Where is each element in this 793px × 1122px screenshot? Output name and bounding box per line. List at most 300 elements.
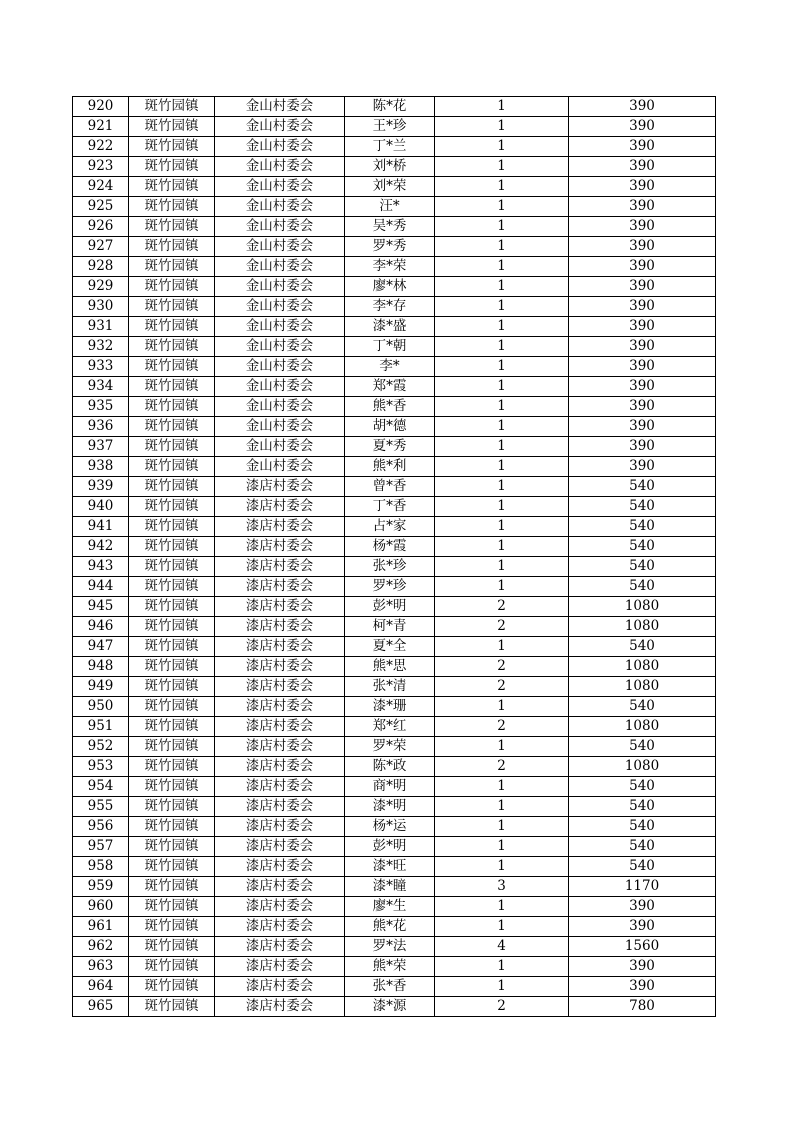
- table-row: [73, 577, 716, 597]
- name-cell: 李*: [345, 357, 435, 377]
- household-count-cell: 1: [435, 157, 569, 177]
- household-count-cell: 2: [435, 757, 569, 777]
- row-number-cell: 922: [73, 137, 129, 157]
- table-row: [73, 797, 716, 817]
- table-row: [73, 277, 716, 297]
- township-cell: 斑竹园镇: [129, 917, 215, 937]
- township-cell: 斑竹园镇: [129, 177, 215, 197]
- name-cell: 李*存: [345, 297, 435, 317]
- village-committee-cell: 漆店村委会: [215, 857, 345, 877]
- row-number-cell: 940: [73, 497, 129, 517]
- amount-cell: 540: [569, 837, 716, 857]
- table-row: [73, 337, 716, 357]
- row-number-cell: 950: [73, 697, 129, 717]
- name-cell: 熊*花: [345, 917, 435, 937]
- name-cell: 漆*珊: [345, 697, 435, 717]
- household-count-cell: 1: [435, 817, 569, 837]
- village-committee-cell: 漆店村委会: [215, 537, 345, 557]
- household-count-cell: 1: [435, 577, 569, 597]
- row-number-cell: 948: [73, 657, 129, 677]
- name-cell: 漆*盛: [345, 317, 435, 337]
- row-number-cell: 928: [73, 257, 129, 277]
- household-count-cell: 1: [435, 957, 569, 977]
- amount-cell: 540: [569, 737, 716, 757]
- household-count-cell: 1: [435, 697, 569, 717]
- name-cell: 丁*兰: [345, 137, 435, 157]
- name-cell: 柯*青: [345, 617, 435, 637]
- household-count-cell: 1: [435, 117, 569, 137]
- village-committee-cell: 金山村委会: [215, 457, 345, 477]
- village-committee-cell: 金山村委会: [215, 317, 345, 337]
- township-cell: 斑竹园镇: [129, 337, 215, 357]
- village-committee-cell: 漆店村委会: [215, 757, 345, 777]
- row-number-cell: 931: [73, 317, 129, 337]
- household-count-cell: 1: [435, 477, 569, 497]
- table-row: [73, 97, 716, 117]
- amount-cell: 1170: [569, 877, 716, 897]
- household-count-cell: 1: [435, 197, 569, 217]
- township-cell: 斑竹园镇: [129, 117, 215, 137]
- household-count-cell: 1: [435, 557, 569, 577]
- row-number-cell: 939: [73, 477, 129, 497]
- row-number-cell: 943: [73, 557, 129, 577]
- name-cell: 彭*明: [345, 597, 435, 617]
- village-committee-cell: 漆店村委会: [215, 817, 345, 837]
- household-count-cell: 1: [435, 797, 569, 817]
- village-committee-cell: 漆店村委会: [215, 977, 345, 997]
- household-count-cell: 1: [435, 777, 569, 797]
- amount-cell: 390: [569, 197, 716, 217]
- table-row: [73, 637, 716, 657]
- name-cell: 商*明: [345, 777, 435, 797]
- name-cell: 占*家: [345, 517, 435, 537]
- township-cell: 斑竹园镇: [129, 577, 215, 597]
- name-cell: 胡*德: [345, 417, 435, 437]
- row-number-cell: 936: [73, 417, 129, 437]
- name-cell: 彭*明: [345, 837, 435, 857]
- household-count-cell: 1: [435, 237, 569, 257]
- row-number-cell: 947: [73, 637, 129, 657]
- household-count-cell: 2: [435, 717, 569, 737]
- village-committee-cell: 金山村委会: [215, 117, 345, 137]
- table-row: [73, 497, 716, 517]
- table-row: [73, 717, 716, 737]
- name-cell: 漆*旺: [345, 857, 435, 877]
- row-number-cell: 954: [73, 777, 129, 797]
- table-row: [73, 957, 716, 977]
- table-row: [73, 837, 716, 857]
- household-count-cell: 1: [435, 317, 569, 337]
- township-cell: 斑竹园镇: [129, 197, 215, 217]
- township-cell: 斑竹园镇: [129, 977, 215, 997]
- household-count-cell: 1: [435, 537, 569, 557]
- township-cell: 斑竹园镇: [129, 537, 215, 557]
- household-count-cell: 3: [435, 877, 569, 897]
- village-committee-cell: 漆店村委会: [215, 677, 345, 697]
- name-cell: 陈*政: [345, 757, 435, 777]
- village-committee-cell: 金山村委会: [215, 97, 345, 117]
- household-count-cell: 1: [435, 457, 569, 477]
- village-committee-cell: 漆店村委会: [215, 897, 345, 917]
- township-cell: 斑竹园镇: [129, 217, 215, 237]
- table-row: [73, 257, 716, 277]
- household-count-cell: 1: [435, 637, 569, 657]
- village-committee-cell: 漆店村委会: [215, 957, 345, 977]
- village-committee-cell: 金山村委会: [215, 157, 345, 177]
- table-row: [73, 137, 716, 157]
- township-cell: 斑竹园镇: [129, 997, 215, 1017]
- table-row: [73, 177, 716, 197]
- township-cell: 斑竹园镇: [129, 837, 215, 857]
- name-cell: 张*清: [345, 677, 435, 697]
- name-cell: 刘*荣: [345, 177, 435, 197]
- name-cell: 熊*香: [345, 397, 435, 417]
- household-count-cell: 1: [435, 277, 569, 297]
- name-cell: 熊*利: [345, 457, 435, 477]
- township-cell: 斑竹园镇: [129, 777, 215, 797]
- amount-cell: 1560: [569, 937, 716, 957]
- household-count-cell: 1: [435, 437, 569, 457]
- amount-cell: 390: [569, 297, 716, 317]
- township-cell: 斑竹园镇: [129, 317, 215, 337]
- village-committee-cell: 金山村委会: [215, 417, 345, 437]
- table-row: [73, 157, 716, 177]
- amount-cell: 390: [569, 437, 716, 457]
- row-number-cell: 958: [73, 857, 129, 877]
- village-committee-cell: 漆店村委会: [215, 717, 345, 737]
- row-number-cell: 964: [73, 977, 129, 997]
- township-cell: 斑竹园镇: [129, 897, 215, 917]
- row-number-cell: 963: [73, 957, 129, 977]
- township-cell: 斑竹园镇: [129, 257, 215, 277]
- amount-cell: 390: [569, 217, 716, 237]
- amount-cell: 540: [569, 777, 716, 797]
- table-row: [73, 697, 716, 717]
- village-committee-cell: 漆店村委会: [215, 657, 345, 677]
- row-number-cell: 960: [73, 897, 129, 917]
- row-number-cell: 926: [73, 217, 129, 237]
- household-count-cell: 1: [435, 217, 569, 237]
- village-committee-cell: 金山村委会: [215, 377, 345, 397]
- household-count-cell: 1: [435, 737, 569, 757]
- row-number-cell: 965: [73, 997, 129, 1017]
- table-row: [73, 297, 716, 317]
- amount-cell: 540: [569, 797, 716, 817]
- name-cell: 曾*香: [345, 477, 435, 497]
- row-number-cell: 949: [73, 677, 129, 697]
- name-cell: 杨*运: [345, 817, 435, 837]
- table-row: [73, 457, 716, 477]
- amount-cell: 540: [569, 477, 716, 497]
- amount-cell: 540: [569, 497, 716, 517]
- amount-cell: 1080: [569, 717, 716, 737]
- amount-cell: 1080: [569, 617, 716, 637]
- name-cell: 李*荣: [345, 257, 435, 277]
- name-cell: 郑*霞: [345, 377, 435, 397]
- row-number-cell: 932: [73, 337, 129, 357]
- township-cell: 斑竹园镇: [129, 237, 215, 257]
- name-cell: 吴*秀: [345, 217, 435, 237]
- table-row: [73, 357, 716, 377]
- amount-cell: 390: [569, 897, 716, 917]
- table-row: [73, 877, 716, 897]
- table-row: [73, 537, 716, 557]
- village-committee-cell: 漆店村委会: [215, 557, 345, 577]
- village-committee-cell: 漆店村委会: [215, 577, 345, 597]
- row-number-cell: 920: [73, 97, 129, 117]
- name-cell: 丁*朝: [345, 337, 435, 357]
- amount-cell: 390: [569, 337, 716, 357]
- amount-cell: 540: [569, 557, 716, 577]
- amount-cell: 390: [569, 317, 716, 337]
- row-number-cell: 937: [73, 437, 129, 457]
- table-row: [73, 817, 716, 837]
- household-count-cell: 1: [435, 417, 569, 437]
- household-count-cell: 1: [435, 857, 569, 877]
- township-cell: 斑竹园镇: [129, 297, 215, 317]
- township-cell: 斑竹园镇: [129, 397, 215, 417]
- row-number-cell: 930: [73, 297, 129, 317]
- name-cell: 王*珍: [345, 117, 435, 137]
- amount-cell: 390: [569, 117, 716, 137]
- table-row: [73, 617, 716, 637]
- household-count-cell: 1: [435, 257, 569, 277]
- village-committee-cell: 漆店村委会: [215, 837, 345, 857]
- village-committee-cell: 漆店村委会: [215, 797, 345, 817]
- name-cell: 廖*林: [345, 277, 435, 297]
- row-number-cell: 962: [73, 937, 129, 957]
- village-committee-cell: 漆店村委会: [215, 737, 345, 757]
- amount-cell: 390: [569, 957, 716, 977]
- village-committee-cell: 漆店村委会: [215, 477, 345, 497]
- township-cell: 斑竹园镇: [129, 157, 215, 177]
- table-row: [73, 977, 716, 997]
- amount-cell: 390: [569, 97, 716, 117]
- village-committee-cell: 金山村委会: [215, 357, 345, 377]
- table-row: [73, 377, 716, 397]
- village-committee-cell: 漆店村委会: [215, 617, 345, 637]
- township-cell: 斑竹园镇: [129, 437, 215, 457]
- name-cell: 汪*: [345, 197, 435, 217]
- row-number-cell: 945: [73, 597, 129, 617]
- amount-cell: 540: [569, 697, 716, 717]
- row-number-cell: 941: [73, 517, 129, 537]
- table-row: [73, 677, 716, 697]
- township-cell: 斑竹园镇: [129, 497, 215, 517]
- village-committee-cell: 金山村委会: [215, 257, 345, 277]
- household-count-cell: 4: [435, 937, 569, 957]
- amount-cell: 1080: [569, 757, 716, 777]
- household-count-cell: 2: [435, 597, 569, 617]
- name-cell: 罗*珍: [345, 577, 435, 597]
- row-number-cell: 956: [73, 817, 129, 837]
- row-number-cell: 933: [73, 357, 129, 377]
- name-cell: 张*珍: [345, 557, 435, 577]
- amount-cell: 390: [569, 397, 716, 417]
- amount-cell: 390: [569, 457, 716, 477]
- township-cell: 斑竹园镇: [129, 97, 215, 117]
- amount-cell: 390: [569, 977, 716, 997]
- village-committee-cell: 漆店村委会: [215, 597, 345, 617]
- amount-cell: 540: [569, 577, 716, 597]
- table-row: [73, 397, 716, 417]
- table-row: [73, 417, 716, 437]
- village-committee-cell: 漆店村委会: [215, 997, 345, 1017]
- amount-cell: 390: [569, 157, 716, 177]
- amount-cell: 1080: [569, 597, 716, 617]
- township-cell: 斑竹园镇: [129, 137, 215, 157]
- table-row: [73, 777, 716, 797]
- table-row: [73, 857, 716, 877]
- village-committee-cell: 漆店村委会: [215, 517, 345, 537]
- name-cell: 罗*秀: [345, 237, 435, 257]
- village-committee-cell: 金山村委会: [215, 237, 345, 257]
- amount-cell: 390: [569, 137, 716, 157]
- township-cell: 斑竹园镇: [129, 877, 215, 897]
- village-committee-cell: 漆店村委会: [215, 877, 345, 897]
- household-count-cell: 1: [435, 497, 569, 517]
- village-committee-cell: 金山村委会: [215, 397, 345, 417]
- amount-cell: 540: [569, 517, 716, 537]
- township-cell: 斑竹园镇: [129, 477, 215, 497]
- township-cell: 斑竹园镇: [129, 457, 215, 477]
- household-count-cell: 1: [435, 177, 569, 197]
- township-cell: 斑竹园镇: [129, 817, 215, 837]
- household-count-cell: 2: [435, 997, 569, 1017]
- table-row: [73, 237, 716, 257]
- row-number-cell: 927: [73, 237, 129, 257]
- amount-cell: 390: [569, 917, 716, 937]
- name-cell: 郑*红: [345, 717, 435, 737]
- village-committee-cell: 金山村委会: [215, 437, 345, 457]
- township-cell: 斑竹园镇: [129, 857, 215, 877]
- table-row: [73, 757, 716, 777]
- table-row: [73, 217, 716, 237]
- row-number-cell: 957: [73, 837, 129, 857]
- village-committee-cell: 漆店村委会: [215, 777, 345, 797]
- household-count-cell: 1: [435, 397, 569, 417]
- household-count-cell: 1: [435, 977, 569, 997]
- village-committee-cell: 金山村委会: [215, 177, 345, 197]
- amount-cell: 540: [569, 637, 716, 657]
- household-count-cell: 1: [435, 517, 569, 537]
- name-cell: 罗*荣: [345, 737, 435, 757]
- household-count-cell: 2: [435, 677, 569, 697]
- row-number-cell: 951: [73, 717, 129, 737]
- amount-cell: 390: [569, 277, 716, 297]
- table-body: [73, 97, 716, 1017]
- table-row: [73, 517, 716, 537]
- name-cell: 廖*生: [345, 897, 435, 917]
- township-cell: 斑竹园镇: [129, 677, 215, 697]
- township-cell: 斑竹园镇: [129, 637, 215, 657]
- amount-cell: 780: [569, 997, 716, 1017]
- table-row: [73, 557, 716, 577]
- row-number-cell: 946: [73, 617, 129, 637]
- table-row: [73, 917, 716, 937]
- row-number-cell: 955: [73, 797, 129, 817]
- village-committee-cell: 金山村委会: [215, 217, 345, 237]
- village-committee-cell: 金山村委会: [215, 137, 345, 157]
- row-number-cell: 921: [73, 117, 129, 137]
- amount-cell: 390: [569, 237, 716, 257]
- household-count-cell: 1: [435, 97, 569, 117]
- household-count-cell: 2: [435, 657, 569, 677]
- row-number-cell: 942: [73, 537, 129, 557]
- township-cell: 斑竹园镇: [129, 557, 215, 577]
- township-cell: 斑竹园镇: [129, 757, 215, 777]
- village-committee-cell: 漆店村委会: [215, 937, 345, 957]
- row-number-cell: 944: [73, 577, 129, 597]
- township-cell: 斑竹园镇: [129, 357, 215, 377]
- row-number-cell: 924: [73, 177, 129, 197]
- village-committee-cell: 金山村委会: [215, 197, 345, 217]
- household-count-cell: 1: [435, 357, 569, 377]
- table-row: [73, 317, 716, 337]
- table-row: [73, 437, 716, 457]
- table-row: [73, 997, 716, 1017]
- name-cell: 漆*源: [345, 997, 435, 1017]
- household-count-cell: 1: [435, 917, 569, 937]
- name-cell: 熊*荣: [345, 957, 435, 977]
- township-cell: 斑竹园镇: [129, 937, 215, 957]
- beneficiary-table: [72, 96, 716, 1017]
- amount-cell: 1080: [569, 677, 716, 697]
- table-row: [73, 937, 716, 957]
- name-cell: 张*香: [345, 977, 435, 997]
- name-cell: 罗*法: [345, 937, 435, 957]
- household-count-cell: 1: [435, 337, 569, 357]
- name-cell: 熊*思: [345, 657, 435, 677]
- table-row: [73, 657, 716, 677]
- table-row: [73, 737, 716, 757]
- household-count-cell: 1: [435, 837, 569, 857]
- amount-cell: 540: [569, 857, 716, 877]
- amount-cell: 1080: [569, 657, 716, 677]
- amount-cell: 390: [569, 377, 716, 397]
- township-cell: 斑竹园镇: [129, 277, 215, 297]
- household-count-cell: 1: [435, 137, 569, 157]
- household-count-cell: 1: [435, 897, 569, 917]
- township-cell: 斑竹园镇: [129, 737, 215, 757]
- township-cell: 斑竹园镇: [129, 797, 215, 817]
- table-row: [73, 117, 716, 137]
- township-cell: 斑竹园镇: [129, 597, 215, 617]
- table-row: [73, 597, 716, 617]
- row-number-cell: 929: [73, 277, 129, 297]
- row-number-cell: 953: [73, 757, 129, 777]
- name-cell: 杨*霞: [345, 537, 435, 557]
- name-cell: 夏*秀: [345, 437, 435, 457]
- township-cell: 斑竹园镇: [129, 957, 215, 977]
- row-number-cell: 959: [73, 877, 129, 897]
- name-cell: 漆*瞳: [345, 877, 435, 897]
- row-number-cell: 952: [73, 737, 129, 757]
- row-number-cell: 935: [73, 397, 129, 417]
- name-cell: 夏*全: [345, 637, 435, 657]
- village-committee-cell: 漆店村委会: [215, 697, 345, 717]
- household-count-cell: 1: [435, 297, 569, 317]
- amount-cell: 390: [569, 417, 716, 437]
- name-cell: 丁*香: [345, 497, 435, 517]
- township-cell: 斑竹园镇: [129, 717, 215, 737]
- township-cell: 斑竹园镇: [129, 417, 215, 437]
- name-cell: 刘*桥: [345, 157, 435, 177]
- township-cell: 斑竹园镇: [129, 377, 215, 397]
- amount-cell: 540: [569, 537, 716, 557]
- village-committee-cell: 金山村委会: [215, 277, 345, 297]
- township-cell: 斑竹园镇: [129, 657, 215, 677]
